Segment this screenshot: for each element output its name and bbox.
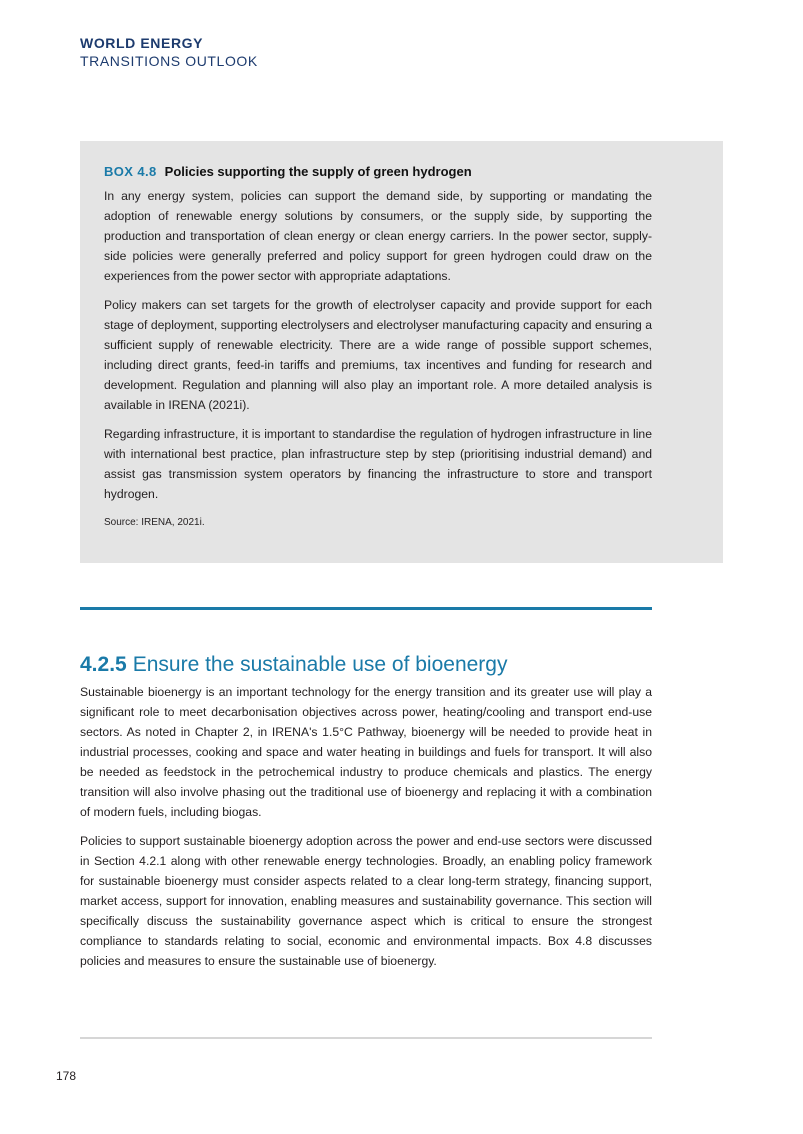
- body-paragraph: Sustainable bioenergy is an important technology for the energy transition and its greater use will play a significant role to meet decarbonisation objectives across power, heating/cooling and transport end-use sectors. As noted in Chapter 2, in IRENA's 1.5°C Pathway, bioenergy will be needed to provide heat in industrial processes, cooking and space and water heating in buildings and fuels for transport. It will also be needed as feedstock in the petrochemical industry to produce chemicals and plastics. The energy transition will also involve phasing out the traditional use of bioenergy and replacing it with a combination of modern fuels, including biogas.: [80, 685, 652, 819]
- footer-divider: [80, 1037, 652, 1039]
- box-paragraph: In any energy system, policies can support the demand side, by supporting or mandating the adoption of renewable energy solutions by consumers, or the supply side, by supporting the production and transportation of clean energy or clean energy carriers. In the power sector, supply-side policies were generally preferred and policy support for green hydrogen could draw on the experiences from the power sector with appropriate adaptations.: [104, 189, 652, 283]
- section-heading: [80, 651, 507, 679]
- section-title: Ensure the sustainable use of bioenergy: [132, 653, 508, 676]
- section-body: [80, 682, 652, 980]
- header-title-line2: TRANSITIONS OUTLOOK: [80, 53, 258, 69]
- box-title: Policies supporting the supply of green hydrogen: [164, 164, 472, 179]
- section-divider: [80, 607, 652, 610]
- section-number: 4.2.5: [80, 653, 127, 676]
- header-title-line1: WORLD ENERGY: [80, 35, 204, 51]
- box-paragraph: Policy makers can set targets for the growth of electrolyser capacity and provide support for each stage of deployment, supporting electrolysers and electrolyser manufacturing capacity and ensuring a sufficient supply of renewable electricity. There are a wide range of possible support schemes, including direct grants, feed-in tariffs and premiums, tax incentives and funding for research and development. Regulation and planning will also play an important role. A more detailed analysis is available in IRENA (2021i).: [104, 298, 652, 412]
- body-paragraph: Policies to support sustainable bioenergy adoption across the power and end-use sectors were discussed in Section 4.2.1 along with other renewable energy technologies. Broadly, an enabling policy framework for sustainable bioenergy must consider aspects related to a clear long-term strategy, financing support, market access, support for innovation, enabling measures and sustainability governance. This section will specifically discuss the sustainability governance aspect which is critical to ensure the strongest compliance to standards relating to social, economic and environmental impacts. Box 4.8 discusses policies and measures to ensure the sustainable use of bioenergy.: [80, 834, 652, 968]
- box-heading: [104, 163, 652, 180]
- box-number: BOX 4.8: [104, 164, 157, 179]
- box-panel: [80, 141, 723, 563]
- box-source: Source: IRENA, 2021i.: [104, 517, 205, 528]
- page-number: 178: [56, 1069, 77, 1083]
- box-paragraph: Regarding infrastructure, it is important to standardise the regulation of hydrogen infrastructure in line with international best practice, plan infrastructure step by step (prioritising industrial demand) and assist gas transmission system operators by financing the infrastructure to store and transport hydrogen.: [104, 427, 652, 501]
- box-content: [104, 163, 652, 530]
- running-header: [80, 34, 258, 70]
